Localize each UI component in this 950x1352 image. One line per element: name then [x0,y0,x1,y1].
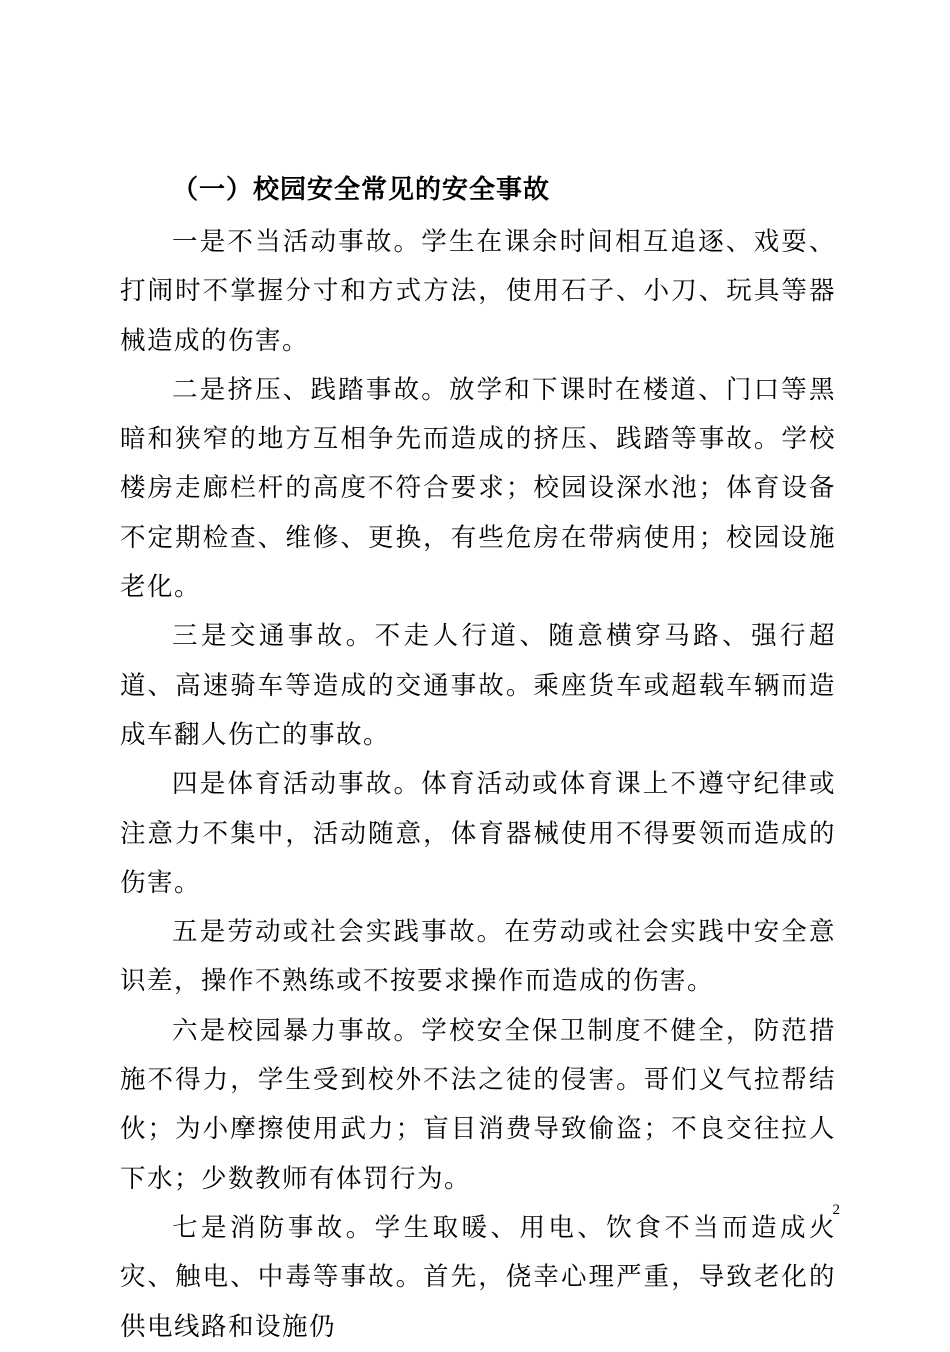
page-number: 2 [832,1202,840,1218]
paragraph-4: 四是体育活动事故。体育活动或体育课上不遵守纪律或注意力不集中，活动随意，体育器械使用不得要领而造成的伤害。 [120,769,836,898]
section-heading: （一）校园安全常见的安全事故 [172,175,551,205]
paragraph-5: 五是劳动或社会实践事故。在劳动或社会实践中安全意识差，操作不熟练或不按要求操作而造成的伤害。 [120,917,836,997]
paragraph-3: 三是交通事故。不走人行道、随意横穿马路、强行超道、高速骑车等造成的交通事故。乘座货车或超载车辆而造成车翻人伤亡的事故。 [120,621,836,750]
paragraph-7: 七是消防事故。学生取暖、用电、饮食不当而造成火灾、触电、中毒等事故。首先，侥幸心理严重，导致老化的供电线路和设施仍 [120,1212,836,1342]
paragraph-2: 二是挤压、践踏事故。放学和下课时在楼道、门口等黑暗和狭窄的地方互相争先而造成的挤压、践踏等事故。学校楼房走廊栏杆的高度不符合要求；校园设深水池；体育设备不定期检查、维修、更换，有些危房在带病使用；校园设施老化。 [120,374,836,603]
paragraph-6: 六是校园暴力事故。学校安全保卫制度不健全，防范措施不得力，学生受到校外不法之徒的侵害。哥们义气拉帮结伙；为小摩擦使用武力；盲目消费导致偷盗；不良交往拉人下水；少数教师有体罚行为。 [120,1015,836,1194]
paragraph-1: 一是不当活动事故。学生在课余时间相互追逐、戏耍、打闹时不掌握分寸和方式方法，使用石子、小刀、玩具等器械造成的伤害。 [120,227,836,356]
body-text [120,218,836,1352]
